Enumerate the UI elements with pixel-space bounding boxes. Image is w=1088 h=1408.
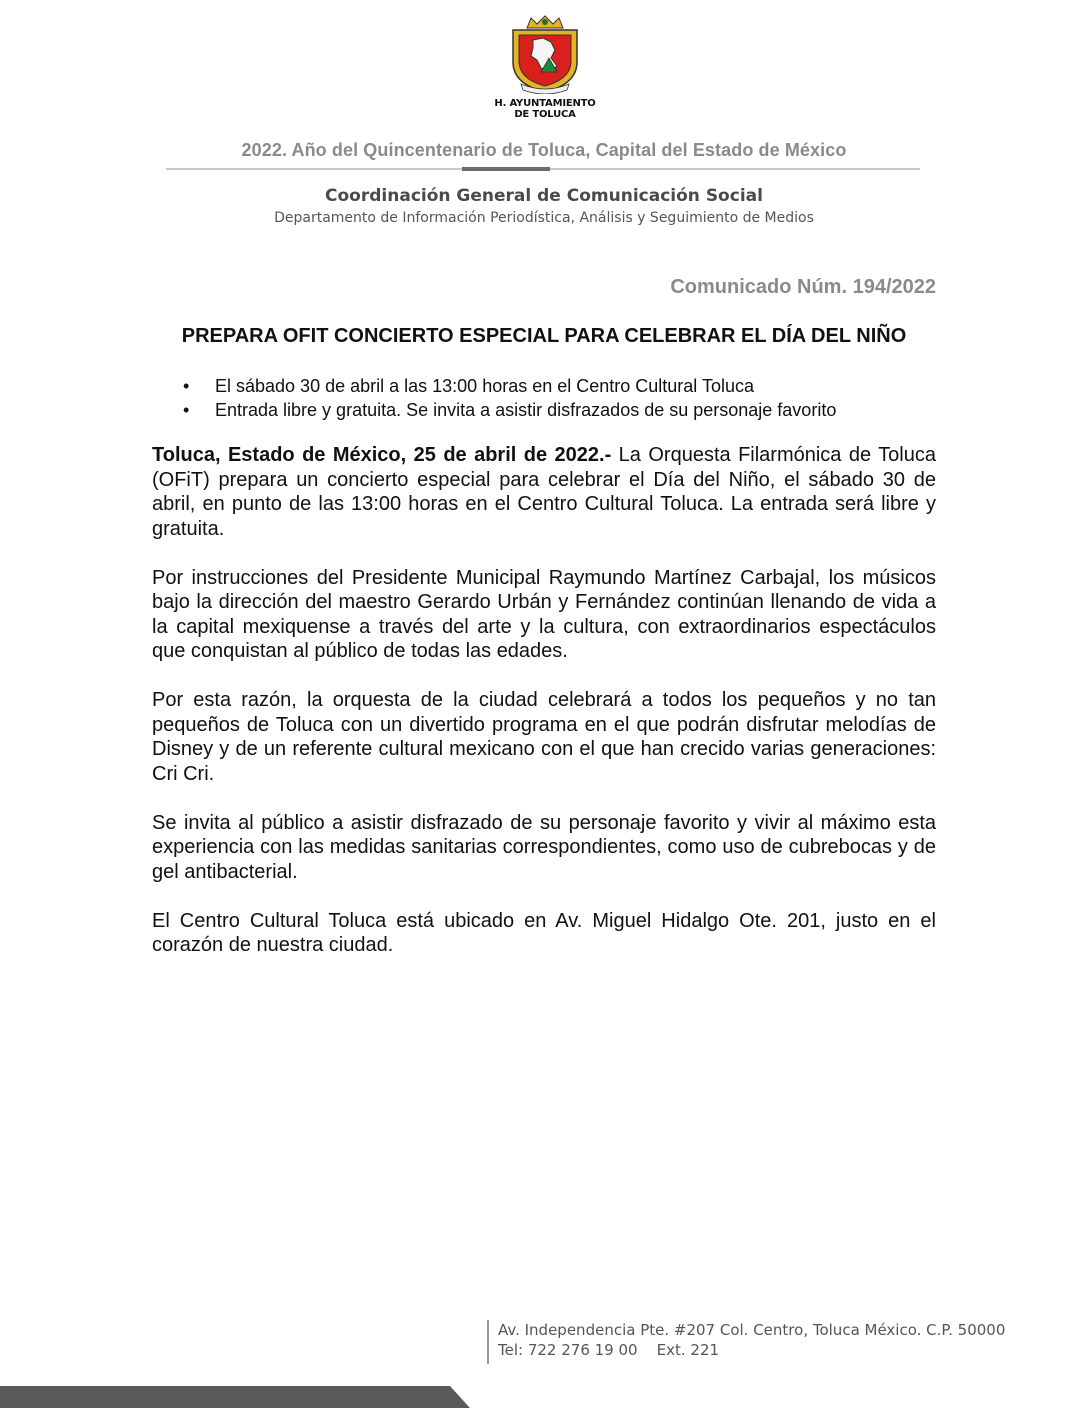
bullet-item <box>183 398 836 422</box>
logo-label-line2: DE TOLUCA <box>514 109 576 120</box>
article-body <box>152 443 936 982</box>
headline: PREPARA OFIT CONCIERTO ESPECIAL PARA CELEBRAR EL DÍA DEL NIÑO <box>181 325 907 347</box>
bullet-item <box>183 374 836 398</box>
bullet-text: Entrada libre y gratuita. Se invita a asistir disfrazados de su personaje favorito <box>215 400 837 420</box>
dateline: Toluca, Estado de México, 25 de abril de 2022.- <box>152 444 612 466</box>
logo-label-line1: H. AYUNTAMIENTO <box>494 98 596 109</box>
municipal-logo <box>490 14 600 120</box>
paragraph-1-text: La Orquesta Filarmónica de Toluca (OFiT) prepara un concierto especial para celebrar el Día del Niño, el sábado 30 de abril, en punto de las 13:00 horas en el Centro Cultural Toluca. La entrada será libre y gratuita. <box>152 444 936 540</box>
paragraph-1 <box>152 443 936 541</box>
coordination-title: Coordinación General de Comunicación Social <box>325 186 763 206</box>
summary-bullets <box>183 374 836 422</box>
toluca-shield-icon <box>507 14 583 94</box>
communique-number: Comunicado Núm. 194/2022 <box>670 276 936 298</box>
paragraph-3: Por esta razón, la orquesta de la ciudad celebrará a todos los pequeños y no tan pequeños de Toluca con un divertido programa en el que podrán disfrutar melodías de Disney y de un referente cultural mexicano con el que han crecido varias generaciones: Cri Cri. <box>152 689 936 785</box>
department-subtitle: Departamento de Información Periodística, Análisis y Seguimiento de Medios <box>274 210 814 226</box>
bullet-text: El sábado 30 de abril a las 13:00 horas en el Centro Cultural Toluca <box>215 376 755 396</box>
paragraph-4: Se invita al público a asistir disfrazado de su personaje favorito y vivir al máximo esta experiencia con las medidas sanitarias correspondientes, como uso de cubrebocas y de gel antibacterial. <box>152 811 936 883</box>
bullet-icon: • <box>183 376 190 396</box>
header-divider-accent <box>462 167 550 171</box>
bullet-icon: • <box>183 400 190 420</box>
footer-contact <box>498 1320 1005 1360</box>
footer-phone: Tel: 722 276 19 00 Ext. 221 <box>498 1341 720 1359</box>
paragraph-2: Por instrucciones del Presidente Municipal Raymundo Martínez Carbajal, los músicos bajo la dirección del maestro Gerardo Urbán y Fernández continúan llenando de vida a la capital mexiquense a través del arte y la cultura, con extraordinarios espectáculos que conquistan al público de todas las edades. <box>152 566 936 662</box>
footer-divider <box>487 1320 489 1364</box>
year-motto: 2022. Año del Quincentenario de Toluca, Capital del Estado de México <box>241 140 847 160</box>
paragraph-5: El Centro Cultural Toluca está ubicado en Av. Miguel Hidalgo Ote. 201, justo en el corazón de nuestra ciudad. <box>152 909 936 956</box>
bottom-decorative-band <box>0 1386 480 1408</box>
footer-address: Av. Independencia Pte. #207 Col. Centro, Toluca México. C.P. 50000 <box>498 1321 1006 1339</box>
